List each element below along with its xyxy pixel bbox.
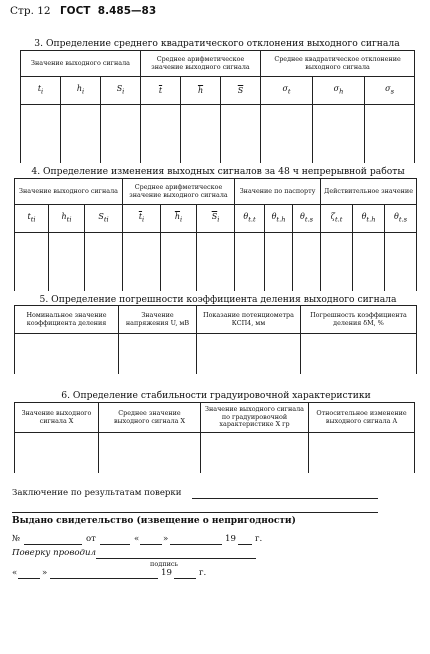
col-calibration-x: Значение выходного сигнала по градуировочной характеристике X гр — [201, 403, 309, 433]
section-6-table — [14, 402, 415, 473]
sym-t-mean: $\overline{t}_i$ — [123, 205, 161, 233]
sym-t-mean: $\overline{t}$ — [141, 77, 181, 105]
page-number: Стр. 12 — [10, 5, 51, 17]
date-year-prefix: 19 — [161, 568, 172, 578]
conclusion-line-2 — [12, 512, 378, 513]
sym-theta-ts-actual: $\theta_{t.s}$ — [385, 205, 417, 233]
issued-label: Выдано свидетельство (извещение о непригодности) — [12, 516, 296, 526]
standard-number: 8.485—83 — [97, 5, 157, 17]
col-mean-x: Среднее значение выходного сигнала X — [99, 403, 201, 433]
sym-s-mean: $\overline{S}$ — [221, 77, 261, 105]
date-month-line — [50, 578, 158, 579]
sym-theta-th-actual: $\theta_{t.h}$ — [353, 205, 385, 233]
year-prefix: 19 — [225, 534, 236, 544]
section-6-title: 6. Определение стабильности градуировочной характеристики — [61, 390, 371, 401]
sym-s: $S_{ti}$ — [85, 205, 123, 233]
col-output-signal: Значение выходного сигнала — [15, 179, 123, 205]
date-quote-open: « — [12, 568, 18, 578]
col-mean-signal: Среднее арифметическое значение выходного сигнала — [123, 179, 235, 205]
verified-by-label: Поверку проводил — [12, 548, 96, 558]
col-std-deviation: Среднее квадратическое отклонение выходного сигнала — [261, 51, 415, 77]
section-5-title: 5. Определение погрешности коэффициента деления выходного сигнала — [39, 294, 397, 305]
sym-sigma-t: $\sigma_t$ — [261, 77, 313, 105]
date-year-g: г. — [199, 568, 207, 578]
sym-t: $t_{ti}$ — [15, 205, 49, 233]
section-3-table — [20, 50, 415, 163]
conclusion-label: Заключение по результатам поверки — [12, 488, 182, 498]
day-line — [140, 544, 162, 545]
col-actual-value: Действительное значение — [321, 179, 417, 205]
col-nominal-ratio: Номинальное значение коэффициента деления — [15, 306, 119, 334]
sym-theta-ts: $\theta_{t.s}$ — [293, 205, 321, 233]
col-voltage: Значение напряжения U, мВ — [119, 306, 197, 334]
year-line — [238, 544, 252, 545]
col-passport-value: Значение по паспорту — [235, 179, 321, 205]
sym-theta-tt: $\theta_{t.t}$ — [235, 205, 265, 233]
signature-caption: подпись — [150, 560, 179, 568]
section-4-title: 4. Определение изменения выходных сигналов за 48 ч непрерывной работы — [31, 166, 405, 177]
col-ratio-error: Погрешность коэффициента деления δM, % — [301, 306, 417, 334]
from-line — [100, 544, 130, 545]
cert-number-label: № — [12, 534, 21, 544]
col-mean-signal: Среднее арифметическое значение выходного сигнала — [141, 51, 261, 77]
conclusion-line-1 — [192, 498, 378, 499]
col-output-signal-x: Значение выходного сигнала X — [15, 403, 99, 433]
standard-label: ГОСТ — [59, 5, 91, 17]
col-relative-change: Относительное изменение выходного сигнала A — [309, 403, 415, 433]
col-potentiometer-reading: Показание потенциометра КСП4, мм — [197, 306, 301, 334]
sym-s: $S_i$ — [101, 77, 141, 105]
date-quote-close: » — [42, 568, 48, 578]
sym-h: $h_i$ — [61, 77, 101, 105]
section-5-table — [14, 305, 417, 374]
date-day-line — [18, 578, 40, 579]
cert-number-line — [24, 544, 82, 545]
signature-line — [96, 558, 256, 559]
section-3-title: 3. Определение среднего квадратического отклонения выходного сигнала — [34, 38, 400, 49]
sym-h: $h_{ti}$ — [49, 205, 85, 233]
sym-theta-th: $\theta_{t.h}$ — [265, 205, 293, 233]
year-g: г. — [255, 534, 263, 544]
page-header — [10, 5, 156, 17]
sym-sigma-h: $\sigma_h$ — [313, 77, 365, 105]
sym-t: $t_i$ — [21, 77, 61, 105]
date-year-line — [174, 578, 196, 579]
col-output-signal: Значение выходного сигнала — [21, 51, 141, 77]
sym-sigma-s: $\sigma_s$ — [365, 77, 415, 105]
section-4-table — [14, 178, 417, 291]
quote-open: « — [134, 534, 140, 544]
quote-close: » — [163, 534, 169, 544]
from-label: от — [86, 534, 96, 544]
sym-h-mean: $\overline{h}$ — [181, 77, 221, 105]
sym-s-mean: $\overline{S}_i$ — [197, 205, 235, 233]
sym-zeta-tt: $\zeta_{t.t}$ — [321, 205, 353, 233]
month-line — [170, 544, 222, 545]
sym-h-mean: $\overline{h}_i$ — [161, 205, 197, 233]
